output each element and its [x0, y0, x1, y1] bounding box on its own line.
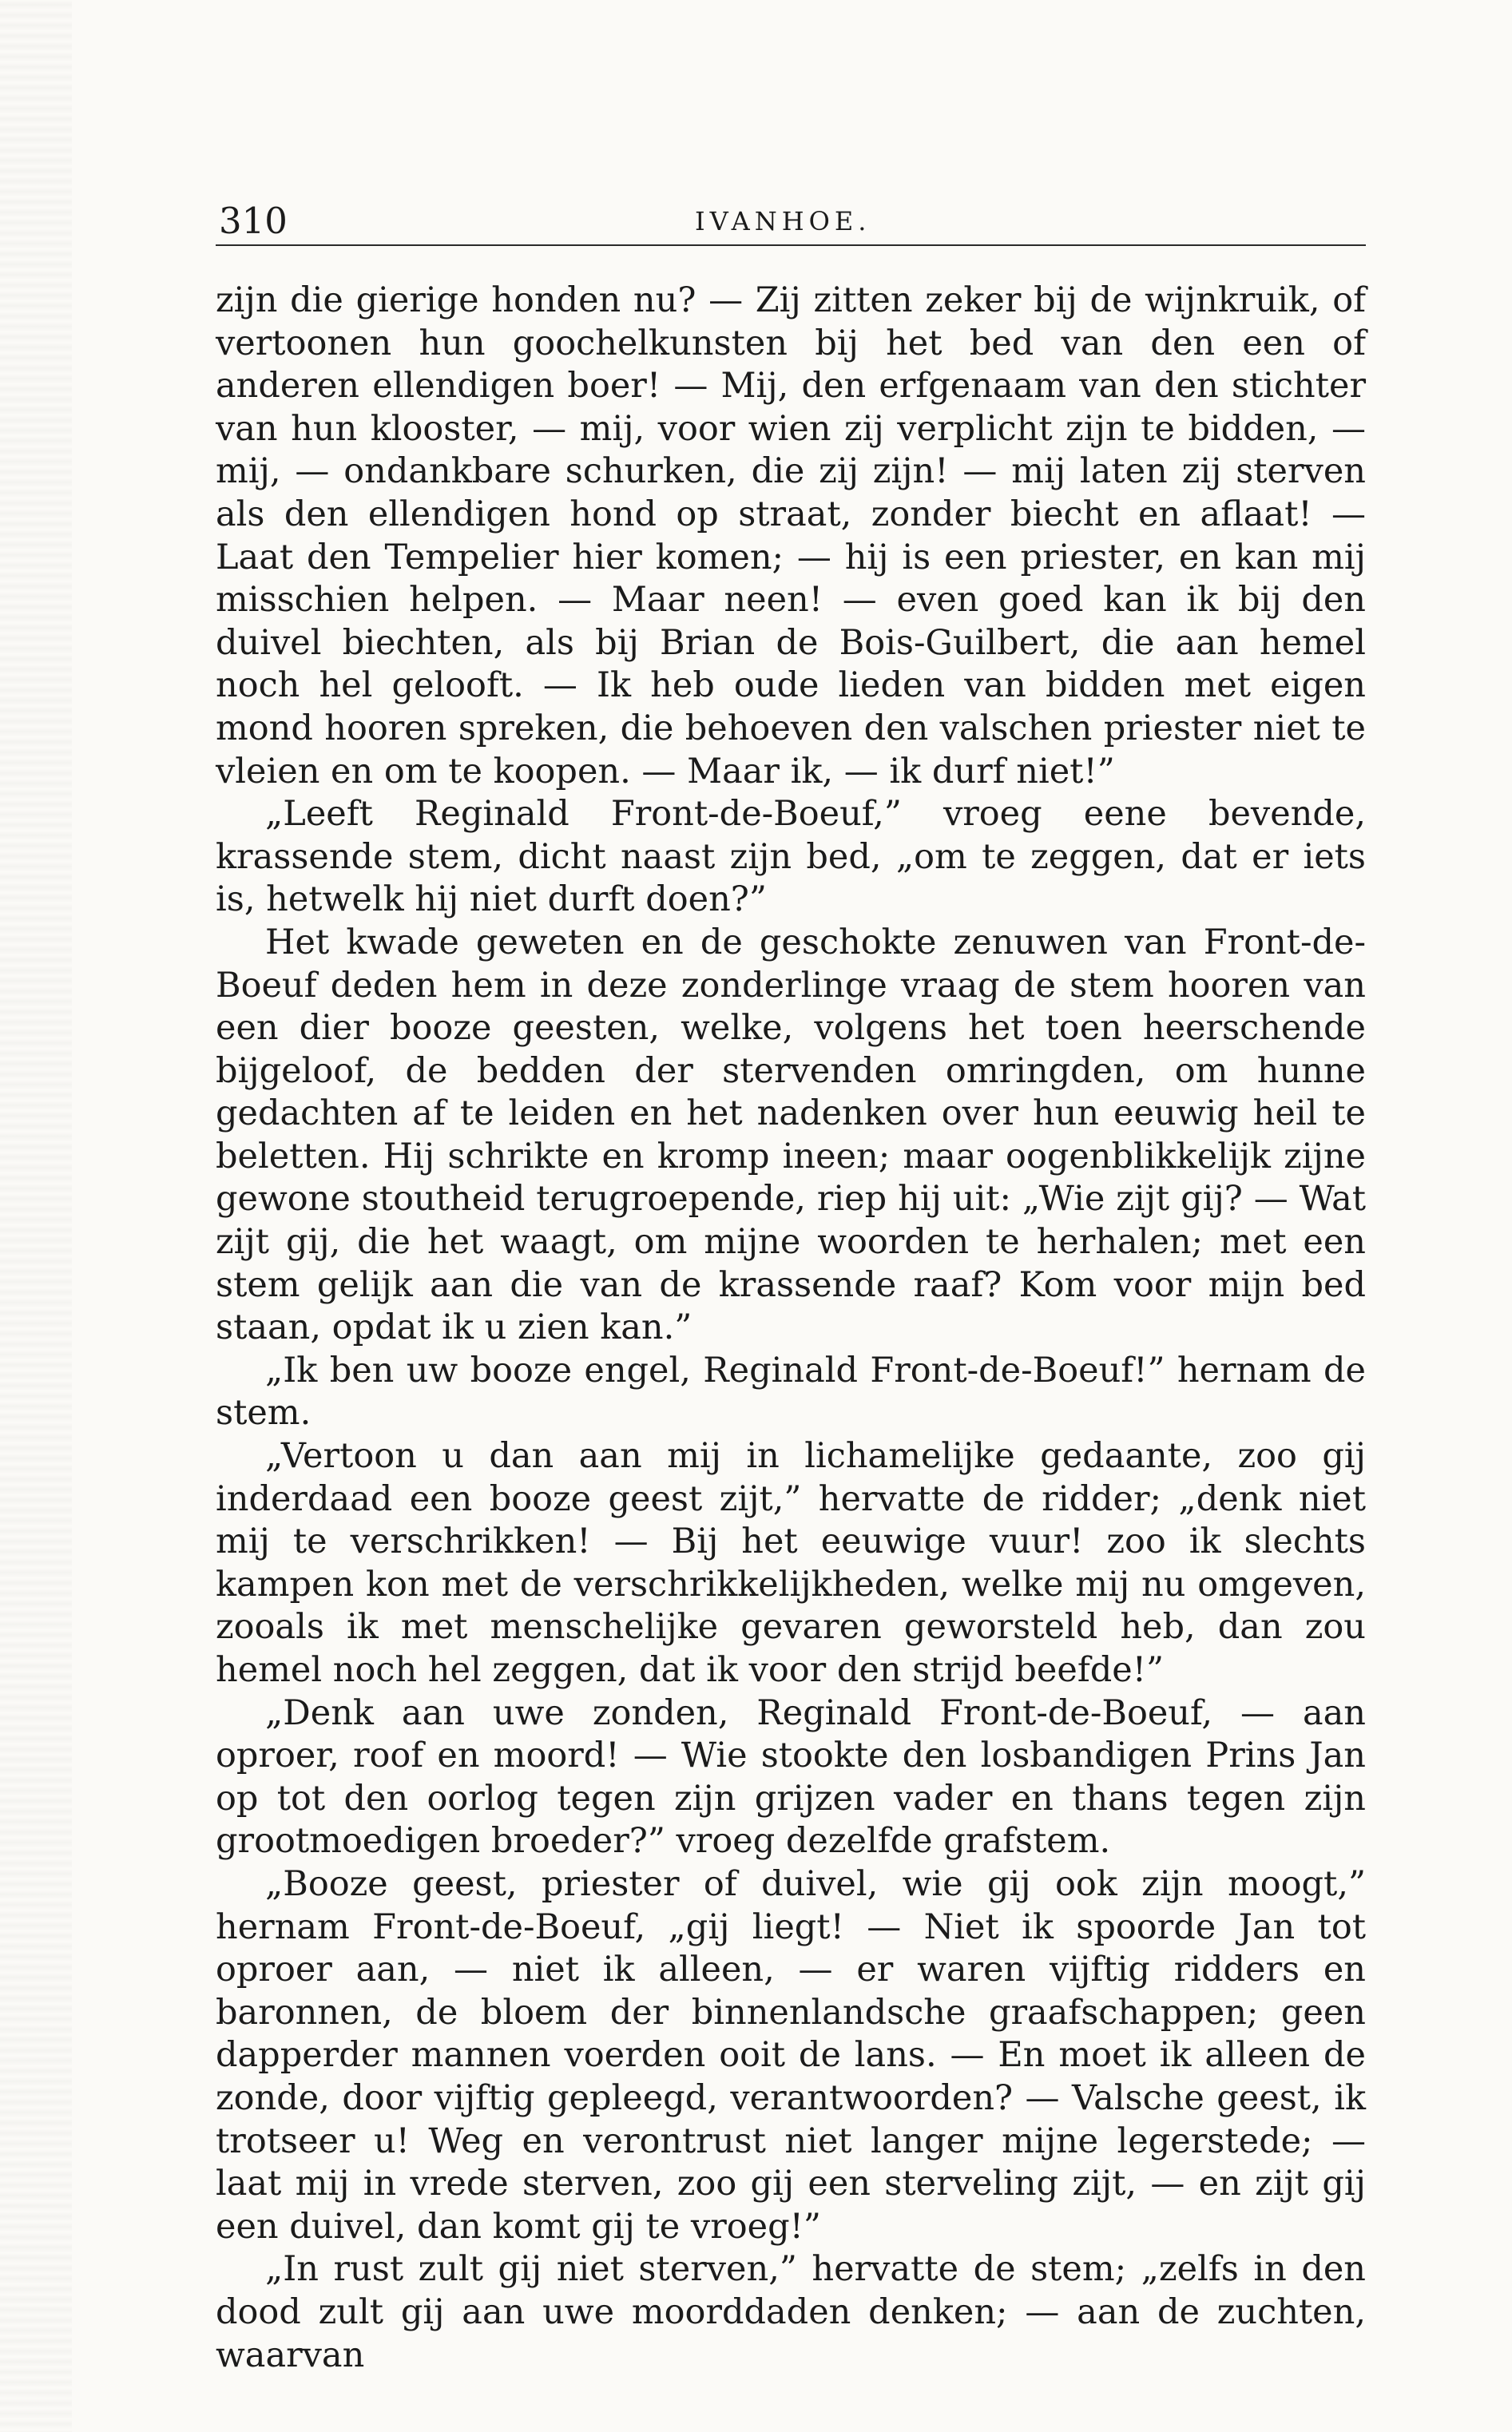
body-text	[216, 280, 1366, 2377]
paragraph: zijn die gierige honden nu? — Zij zitten zeker bij de wijnkruik, of vertoonen hun goochelkunsten bij het bed van den een of anderen ellendigen boer! — Mij, den erfgenaam van den stichter van hun klooster, — mij, voor wien zij verplicht zijn te bidden, — mij, — ondankbare schurken, die zij zijn! — mij laten zij sterven als den ellendigen hond op straat, zonder biecht en aflaat! — Laat den Tempelier hier komen; — hij is een priester, en kan mij misschien helpen. — Maar neen! — even goed kan ik bij den duivel biechten, als bij Brian de Bois-Guilbert, die aan hemel noch hel gelooft. — Ik heb oude lieden van bidden met eigen mond hooren spreken, die behoeven den valschen priester niet te vleien en om te koopen. — Maar ik, — ik durf niet!”	[216, 280, 1366, 791]
paragraph: „Denk aan uwe zonden, Reginald Front-de-Boeuf, — aan oproer, roof en moord! — Wie stookte den losbandigen Prins Jan op tot den oorlog tegen zijn grijzen vader en thans tegen zijn grootmoedigen broeder?” vroeg dezelfde grafstem.	[216, 1692, 1366, 1862]
book-page	[216, 198, 1366, 2377]
scan-edge-shadow	[0, 0, 72, 2432]
page-number: 310	[219, 200, 288, 242]
running-title: IVANHOE.	[695, 206, 871, 236]
paragraph: „Ik ben uw booze engel, Reginald Front-de-Boeuf!” hernam de stem.	[216, 1350, 1366, 1434]
paragraph: Het kwade geweten en de geschokte zenuwen van Front-de-Boeuf deden hem in deze zonderlinge vraag de stem hooren van een dier booze geesten, welke, volgens het toen heerschende bijgeloof, de bedden der stervenden omringden, om hunne gedachten af te leiden en het nadenken over hun eeuwig heil te beletten. Hij schrikte en kromp ineen; maar oogenblikkelijk zijne gewone stoutheid terugroepende, riep hij uit: „Wie zijt gij? — Wat zijt gij, die het waagt, om mijne woorden te herhalen; met een stem gelijk aan die van de krassende raaf? Kom voor mijn bed staan, opdat ik u zien kan.”	[216, 922, 1366, 1348]
paragraph: „In rust zult gij niet sterven,” hervatte de stem; „zelfs in den dood zult gij aan uwe moorddaden denken; — aan de zuchten, waarvan	[216, 2249, 1366, 2375]
paragraph: „Booze geest, priester of duivel, wie gij ook zijn moogt,” hernam Front-de-Boeuf, „gij liegt! — Niet ik spoorde Jan tot oproer aan, — niet ik alleen, — er waren vijftig ridders en baronnen, de bloem der binnenlandsche graafschappen; geen dapperder mannen voerden ooit de lans. — En moet ik alleen de zonde, door vijftig gepleegd, verantwoorden? — Valsche geest, ik trotseer u! Weg en verontrust niet langer mijne legerstede; — laat mij in vrede sterven, zoo gij een sterveling zijt, — en zijt gij een duivel, dan komt gij te vroeg!”	[216, 1863, 1366, 2247]
paragraph: „Leeft Reginald Front-de-Boeuf,” vroeg eene bevende, krassende stem, dicht naast zijn bed, „om te zeggen, dat er iets is, hetwelk hij niet durft doen?”	[216, 794, 1366, 920]
page-header	[216, 198, 1366, 246]
paragraph: „Vertoon u dan aan mij in lichamelijke gedaante, zoo gij inderdaad een booze geest zijt,” hervatte de ridder; „denk niet mij te verschrikken! — Bij het eeuwige vuur! zoo ik slechts kampen kon met de verschrikkelijkheden, welke mij nu omgeven, zooals ik met menschelijke gevaren geworsteld heb, dan zou hemel noch hel zeggen, dat ik voor den strijd beefde!”	[216, 1436, 1366, 1690]
